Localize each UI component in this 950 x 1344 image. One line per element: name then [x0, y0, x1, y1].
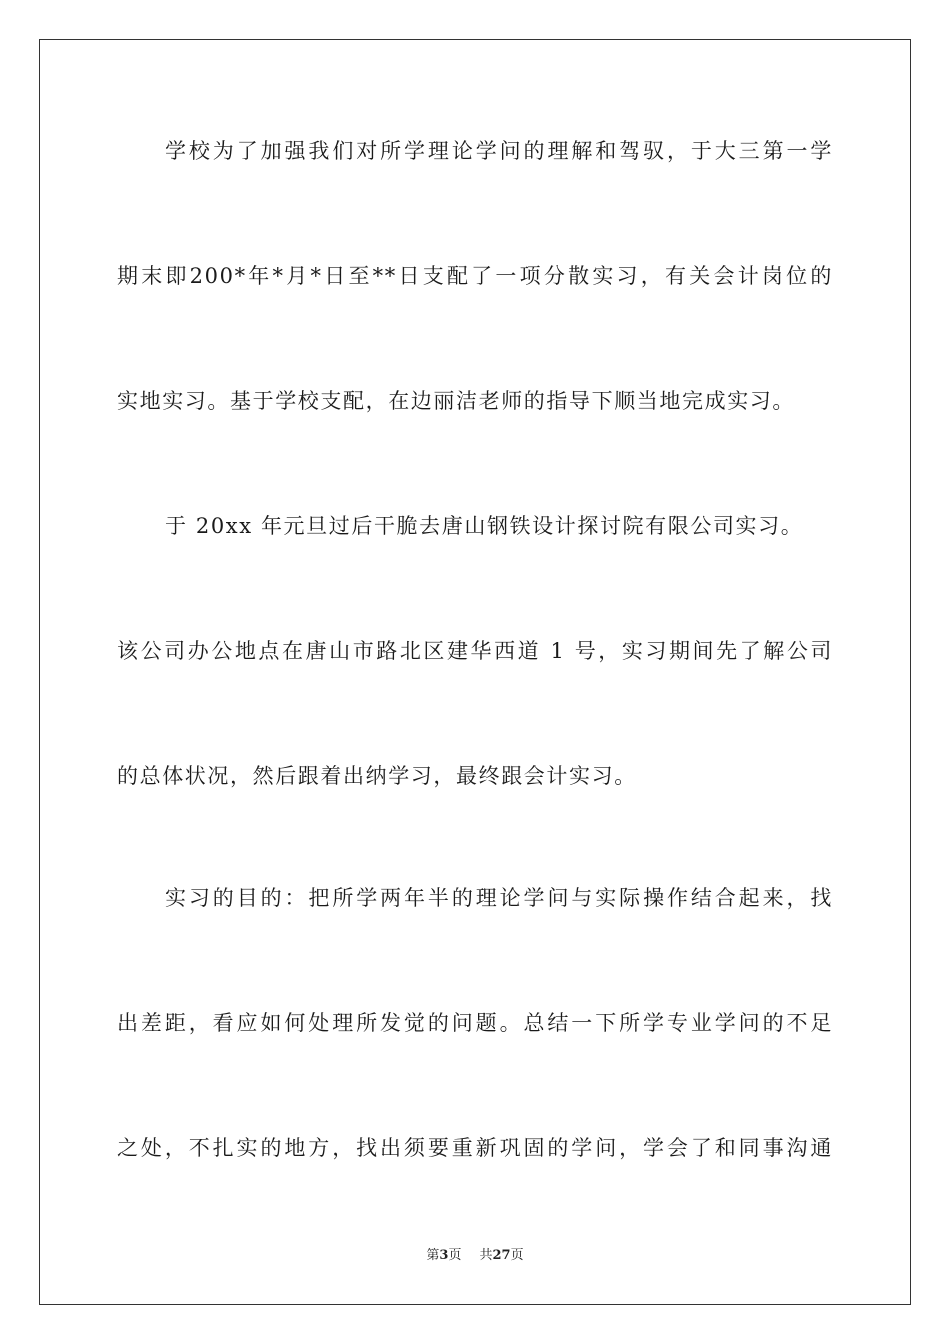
footer-total-number: 27: [492, 1248, 511, 1263]
footer-page-suffix: 页: [448, 1248, 462, 1263]
footer-page-number: 3: [439, 1248, 449, 1263]
paragraph-3-line-3: 之处，不扎实的地方，找出须要重新巩固的学问，学会了和同事沟通: [117, 1136, 833, 1160]
paragraph-2-line-3: 的总体状况，然后跟着出纳学习，最终跟会计实习。: [117, 764, 637, 788]
footer-total-prefix: 共: [479, 1248, 493, 1263]
paragraph-3-line-2: 出差距，看应如何处理所发觉的问题。总结一下所学专业学问的不足: [117, 1011, 833, 1035]
paragraph-3-line-1: 实习的目的：把所学两年半的理论学问与实际操作结合起来，找: [165, 886, 833, 910]
page-footer: [0, 1247, 950, 1265]
paragraph-1-line-2: 期末即200*年*月*日至**日支配了一项分散实习，有关会计岗位的: [117, 264, 833, 288]
footer-page-prefix: 第: [426, 1248, 440, 1263]
footer-total-suffix: 页: [510, 1248, 524, 1263]
paragraph-1-line-1: 学校为了加强我们对所学理论学问的理解和驾驭，于大三第一学: [165, 139, 833, 163]
paragraph-2-line-2: 该公司办公地点在唐山市路北区建华西道 1 号，实习期间先了解公司: [117, 639, 833, 663]
page-border: [39, 39, 911, 1305]
paragraph-1-line-3: 实地实习。基于学校支配，在边丽洁老师的指导下顺当地完成实习。: [117, 389, 795, 413]
paragraph-2-line-1: 于 20xx 年元旦过后干脆去唐山钢铁设计探讨院有限公司实习。: [165, 514, 804, 538]
